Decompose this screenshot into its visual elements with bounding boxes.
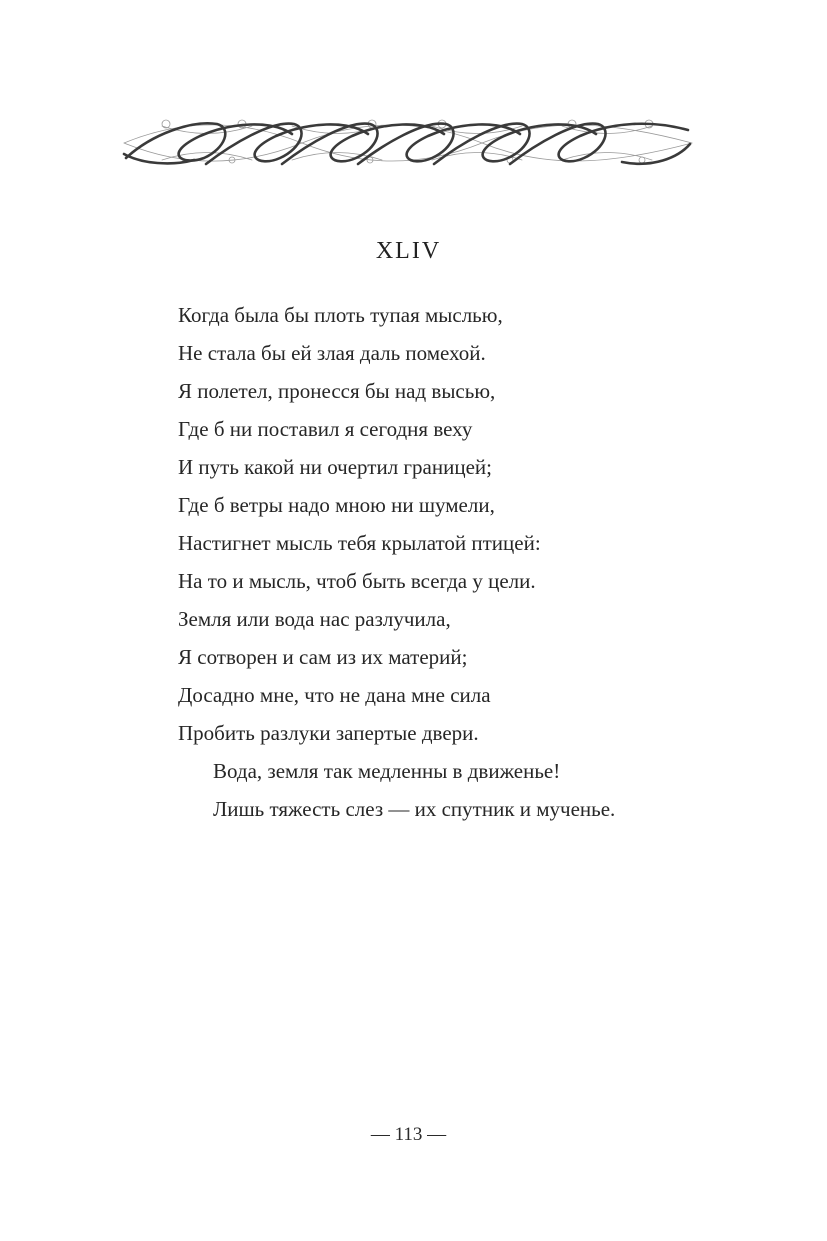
poem-line: Где б ветры надо мною ни шумели, bbox=[178, 493, 495, 517]
poem-line: Не стала бы ей злая даль помехой. bbox=[178, 341, 486, 365]
poem-line: Пробить разлуки запертые двери. bbox=[178, 721, 479, 745]
sonnet-number: XLIV bbox=[375, 238, 442, 264]
poem-line: Я сотворен и сам из их материй; bbox=[178, 645, 468, 669]
poem-line: Досадно мне, что не дана мне сила bbox=[178, 683, 491, 707]
poem-line: И путь какой ни очертил границей; bbox=[178, 455, 492, 479]
poem-line: Настигнет мысль тебя крылатой птицей: bbox=[178, 531, 541, 555]
couplet-line: Вода, земля так медленны в движенье! bbox=[213, 759, 561, 783]
decorative-flourish-icon bbox=[122, 114, 694, 172]
poem-body bbox=[178, 296, 615, 828]
poem-line: Когда была бы плоть тупая мыслью, bbox=[178, 303, 503, 327]
page-number: — 113 — bbox=[370, 1124, 447, 1145]
poem-line: На то и мысль, чтоб быть всегда у цели. bbox=[178, 569, 536, 593]
poem-line: Где б ни поставил я сегодня веху bbox=[178, 417, 473, 441]
poem-line: Я полетел, пронесся бы над высью, bbox=[178, 379, 496, 403]
couplet-line: Лишь тяжесть слез — их спутник и мученье. bbox=[213, 797, 616, 821]
poem-line: Земля или вода нас разлучила, bbox=[178, 607, 451, 631]
